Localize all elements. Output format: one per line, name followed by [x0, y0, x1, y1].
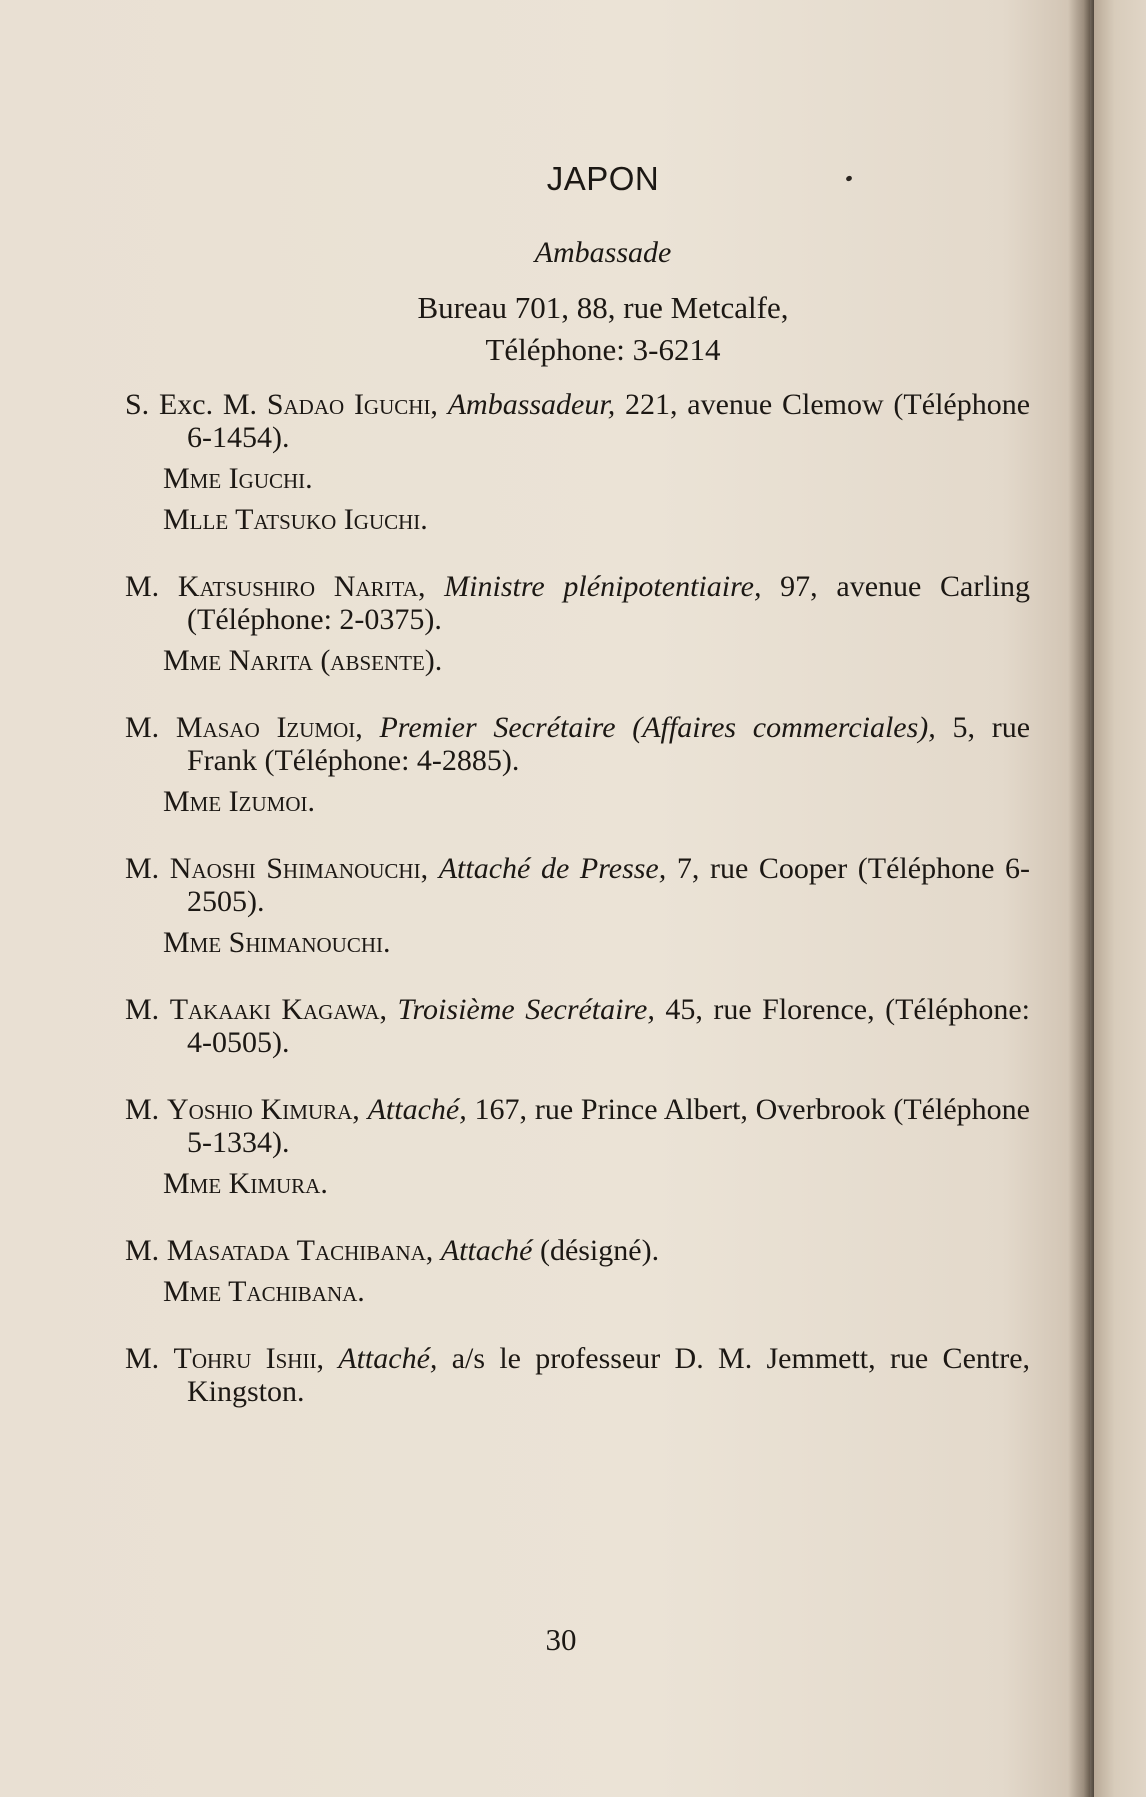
page-number: 30 [545, 1622, 577, 1657]
staff-entry [125, 711, 1030, 818]
staff-details: (désigné). [539, 1234, 660, 1267]
staff-entry-main [125, 1093, 1030, 1159]
entry-prefix: M. [125, 852, 160, 885]
entry-prefix: M. [125, 1234, 160, 1267]
staff-entry-main [125, 852, 1030, 918]
spouse-or-family-line: Mme Kimura. [163, 1167, 328, 1200]
staff-name: Naoshi Shimanouchi, [169, 852, 429, 885]
staff-entry [125, 993, 1030, 1059]
staff-name: Katsushiro Narita, [177, 570, 426, 603]
staff-title: Troisième Secrétaire, [397, 993, 655, 1026]
staff-name: Yoshio Kimura, [166, 1093, 360, 1126]
entry-prefix: M. [125, 1093, 160, 1126]
entry-prefix: S. Exc. M. [125, 388, 258, 421]
staff-entry [125, 1093, 1030, 1200]
spouse-or-family-line: Mlle Tatsuko Iguchi. [163, 503, 428, 536]
staff-entry-main [125, 388, 1030, 454]
staff-name: Masatada Tachibana, [166, 1234, 434, 1267]
mission-telephone: Téléphone: 3-6214 [485, 332, 721, 367]
spouse-or-family-line: Mme Izumoi. [163, 785, 315, 818]
staff-details: 221, avenue Clemow (Téléphone 6-1454). [187, 388, 1031, 454]
staff-details: 5, rue Frank (Téléphone: 4-2885). [187, 711, 1031, 777]
staff-details: 45, rue Florence, (Téléphone: 4-0505). [187, 993, 1031, 1059]
staff-entry-main [125, 1342, 1030, 1408]
staff-entry-main [125, 993, 1030, 1059]
mission-subheading: Ambassade [534, 236, 672, 269]
staff-title: Attaché de Presse, [438, 852, 667, 885]
entry-prefix: M. [125, 993, 160, 1026]
staff-list [125, 388, 1030, 1442]
spouse-or-family-line: Mme Iguchi. [163, 462, 313, 495]
staff-entry-main [125, 1234, 1030, 1267]
staff-entry [125, 1342, 1030, 1408]
staff-entry [125, 388, 1030, 536]
staff-details: 167, rue Prince Albert, Overbrook (Téléphone 5-1334). [187, 1093, 1030, 1159]
spouse-or-family-line: Mme Tachibana. [163, 1275, 365, 1308]
staff-entry [125, 1234, 1030, 1308]
staff-details: 7, rue Cooper (Téléphone 6-2505). [187, 852, 1030, 918]
staff-title: Attaché, [367, 1093, 467, 1126]
staff-entry-main [125, 711, 1030, 777]
spouse-or-family-line: Mme Shimanouchi. [163, 926, 391, 959]
staff-name: Takaaki Kagawa, [169, 993, 387, 1026]
staff-entry-main [125, 570, 1030, 636]
entry-prefix: M. [125, 1342, 160, 1375]
spouse-or-family-line: Mme Narita (absente). [163, 644, 443, 677]
mission-address: Bureau 701, 88, rue Metcalfe, [417, 290, 789, 325]
country-heading: JAPON [546, 160, 660, 197]
staff-title: Attaché, [338, 1342, 438, 1375]
staff-entry [125, 852, 1030, 959]
staff-name: Tohru Ishii, [173, 1342, 324, 1375]
staff-title: Ambassadeur, [447, 388, 616, 421]
staff-details: 97, avenue Carling (Téléphone: 2-0375). [187, 570, 1031, 636]
staff-name: Sadao Iguchi, [266, 388, 438, 421]
staff-name: Masao Izumoi, [175, 711, 363, 744]
staff-title: Premier Secrétaire (Affaires commerciales), [379, 711, 936, 744]
staff-entry [125, 570, 1030, 677]
staff-title: Attaché [440, 1234, 533, 1267]
staff-details: a/s le professeur D. M. Jemmett, rue Centre, Kingston. [187, 1342, 1031, 1408]
entry-prefix: M. [125, 570, 160, 603]
staff-title: Ministre plénipotentiaire, [444, 570, 762, 603]
entry-prefix: M. [125, 711, 160, 744]
